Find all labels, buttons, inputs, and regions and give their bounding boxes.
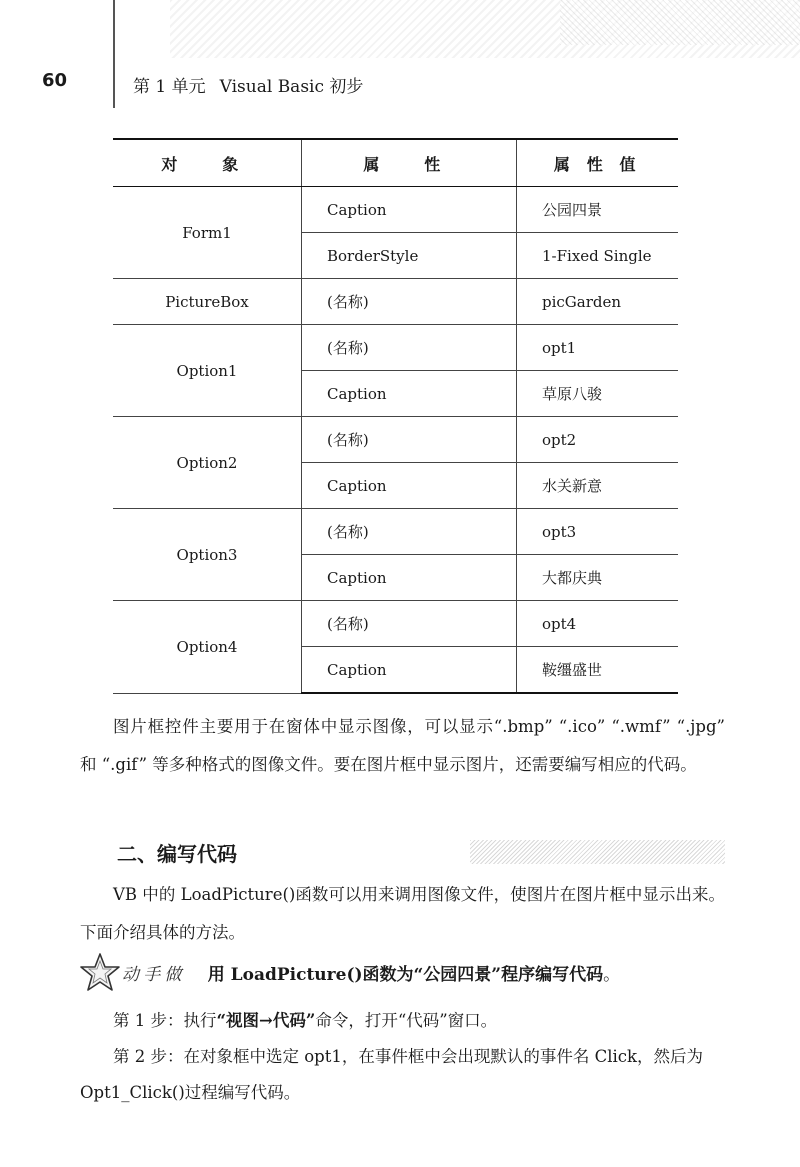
property-cell: (名称) [302,325,517,371]
value-cell: 草原八骏 [517,371,679,417]
column-header-property: 属 性 [302,139,517,187]
section-heading-texture [470,840,725,864]
property-cell: BorderStyle [302,233,517,279]
property-cell: (名称) [302,509,517,555]
value-cell: 鞍缰盛世 [517,647,679,694]
hands-on-tag: 动手做 [122,964,186,985]
step-1: 第 1 步：执行“视图→代码”命令，打开“代码”窗口。 [113,1011,498,1030]
value-cell: 大都庆典 [517,555,679,601]
property-table [113,138,678,694]
value-cell: 水关新意 [517,463,679,509]
property-cell: Caption [302,463,517,509]
page-number: 60 [42,70,68,91]
table-header-row [113,139,678,187]
property-cell: Caption [302,187,517,233]
intro-paragraph: 图片框控件主要用于在窗体中显示图像，可以显示“.bmp” “.ico” “.wmf” “.jpg” 和 “.gif” 等多种格式的图像文件。要在图片框中显示图片，还需要编写相应的代码。 [80,717,725,774]
property-cell: (名称) [302,601,517,647]
property-cell: Caption [302,647,517,694]
hands-on-title: 用 LoadPicture()函数为“公园四景”程序编写代码 [207,964,604,985]
running-header [133,72,363,97]
object-cell: Option3 [113,509,302,601]
value-cell: opt3 [517,509,679,555]
object-cell: Form1 [113,187,302,279]
header-texture-overlay [560,0,800,45]
value-cell: opt4 [517,601,679,647]
object-cell: Option2 [113,417,302,509]
table-row [113,509,678,555]
property-cell: Caption [302,555,517,601]
column-header-object: 对 象 [113,139,302,187]
property-cell: Caption [302,371,517,417]
table-row [113,187,678,233]
book-title: Visual Basic 初步 [219,77,364,97]
value-cell: opt2 [517,417,679,463]
table-row [113,601,678,647]
object-cell: Option1 [113,325,302,417]
table-row [113,279,678,325]
step-2: 第 2 步：在对象框中选定 opt1，在事件框中会出现默认的事件名 Click，然后为 Opt1_Click()过程编写代码。 [80,1047,704,1102]
section-paragraph: VB 中的 LoadPicture()函数可以用来调用图像文件，使图片在图片框中显示出来。下面介绍具体的方法。 [80,885,725,942]
hands-on-banner: 动手做 用 LoadPicture()函数为“公园四景”程序编写代码 。 [80,950,730,994]
property-cell: (名称) [302,417,517,463]
column-header-value: 属 性 值 [517,139,679,187]
object-cell: Option4 [113,601,302,694]
header-rule [113,0,115,108]
object-cell: PictureBox [113,279,302,325]
star-icon [80,952,120,992]
table-row [113,417,678,463]
property-cell: (名称) [302,279,517,325]
table-row [113,325,678,371]
unit-label: 第 1 单元 [133,77,206,97]
value-cell: picGarden [517,279,679,325]
value-cell: 1-Fixed Single [517,233,679,279]
section-heading: 二、编写代码 [117,842,237,866]
value-cell: opt1 [517,325,679,371]
value-cell: 公园四景 [517,187,679,233]
